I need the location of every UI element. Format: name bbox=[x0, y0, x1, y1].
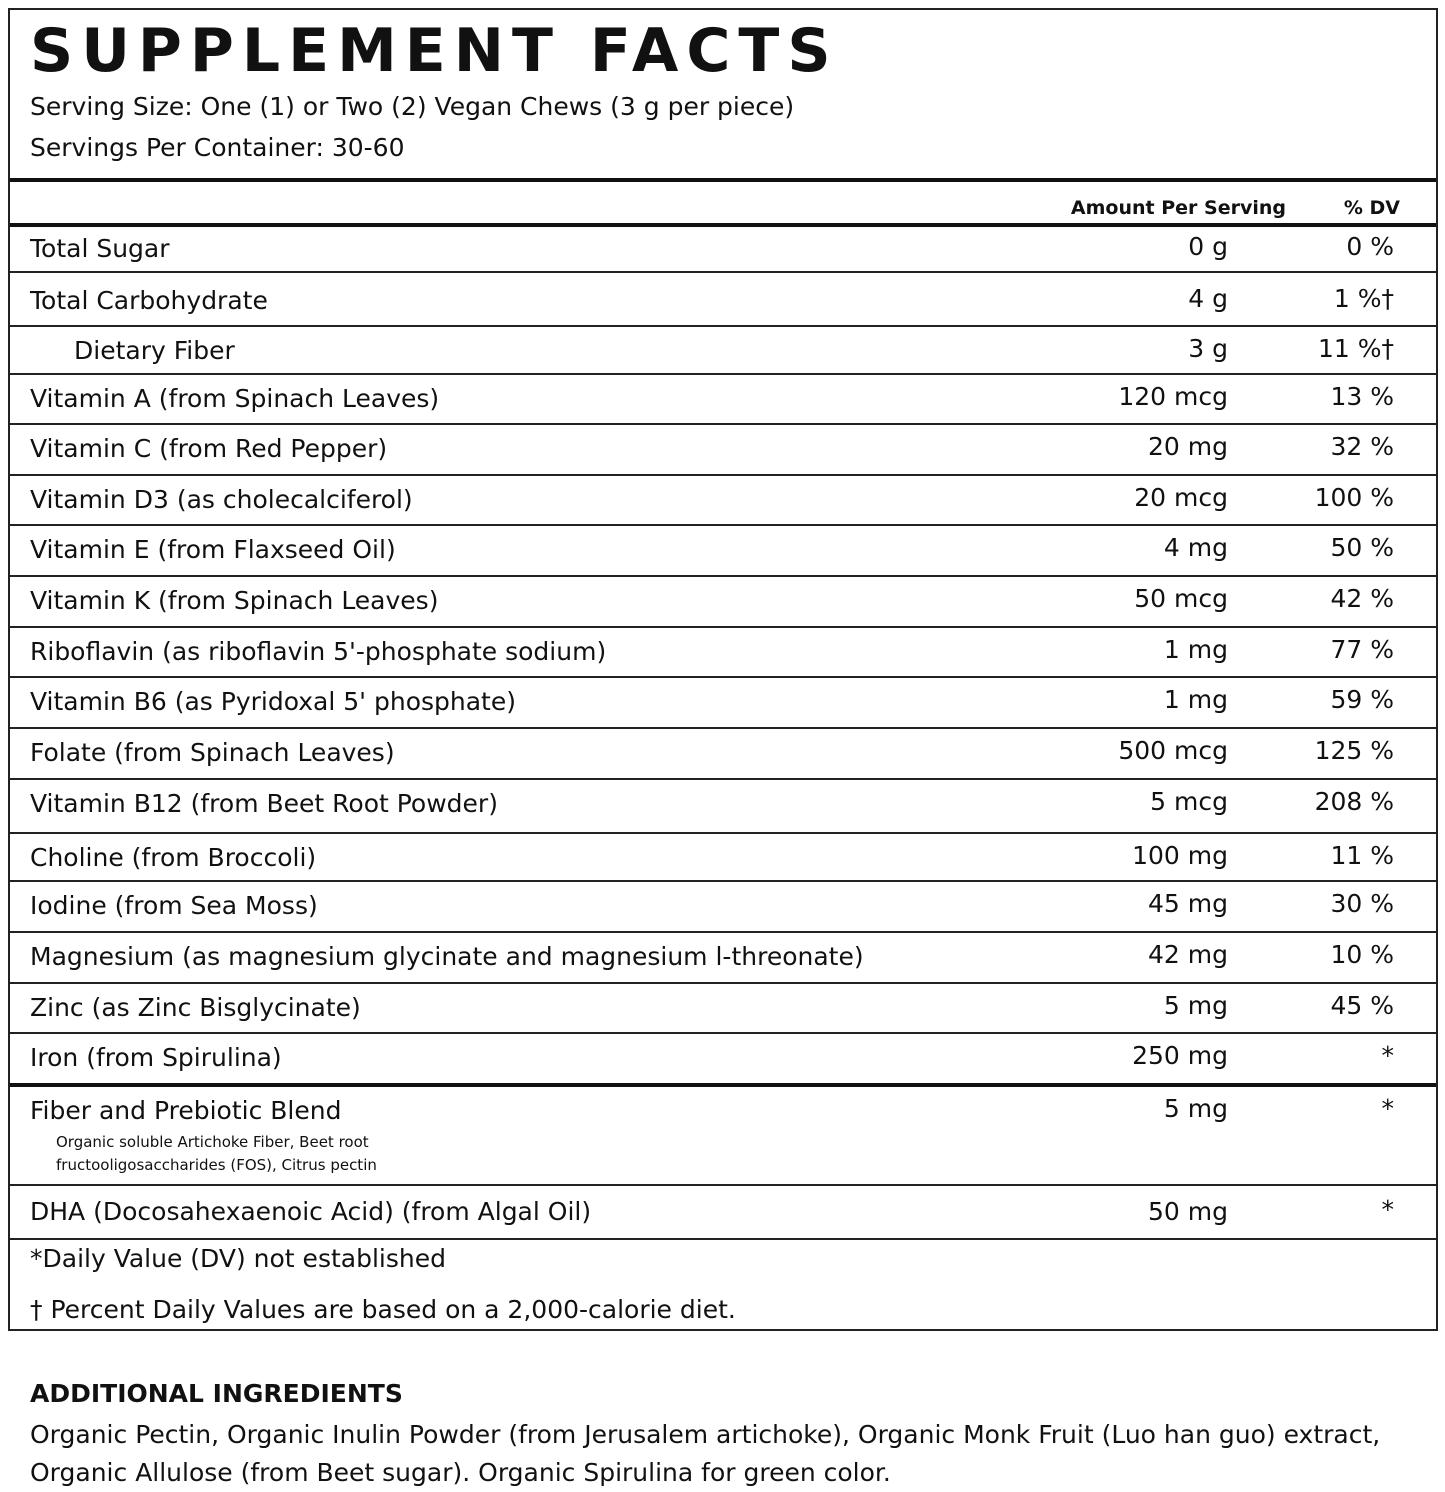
nutrient-name: Iron (from Spirulina) bbox=[30, 1043, 282, 1072]
servings-per-container: Servings Per Container: 30-60 bbox=[30, 133, 405, 162]
additional-ingredients-title: ADDITIONAL INGREDIENTS bbox=[30, 1379, 403, 1408]
nutrient-name: Riboflavin (as riboflavin 5'-phosphate sodium) bbox=[30, 637, 607, 666]
nutrient-amount: 3 g bbox=[1188, 334, 1228, 363]
nutrient-amount: 5 mcg bbox=[1150, 787, 1228, 816]
table-row bbox=[10, 780, 1436, 834]
nutrient-name: Vitamin B6 (as Pyridoxal 5' phosphate) bbox=[30, 687, 516, 716]
table-row bbox=[10, 628, 1436, 678]
nutrient-dv: 11 % bbox=[1330, 841, 1394, 870]
nutrient-name: Zinc (as Zinc Bisglycinate) bbox=[30, 993, 361, 1022]
nutrient-name: Iodine (from Sea Moss) bbox=[30, 891, 318, 920]
nutrient-dv: 100 % bbox=[1314, 483, 1394, 512]
nutrient-dv: 125 % bbox=[1314, 736, 1394, 765]
nutrient-table bbox=[10, 227, 1436, 1240]
nutrient-amount: 250 mg bbox=[1132, 1041, 1228, 1070]
nutrient-name: Total Sugar bbox=[30, 234, 170, 263]
table-row bbox=[10, 227, 1436, 273]
nutrient-dv: 32 % bbox=[1330, 432, 1394, 461]
nutrient-dv: * bbox=[1381, 1041, 1394, 1070]
table-row bbox=[10, 375, 1436, 425]
nutrient-dv: 42 % bbox=[1330, 584, 1394, 613]
table-row bbox=[10, 577, 1436, 628]
nutrient-amount: 20 mg bbox=[1148, 432, 1228, 461]
nutrient-name: Choline (from Broccoli) bbox=[30, 843, 317, 872]
additional-ingredients-text: Organic Pectin, Organic Inulin Powder (from Jerusalem artichoke), Organic Monk Fruit (Luo han guo) extract, Organic Allulose (from Beet sugar). Organic Spirulina for green color. bbox=[30, 1420, 1381, 1487]
nutrient-name: Vitamin B12 (from Beet Root Powder) bbox=[30, 789, 498, 818]
table-row bbox=[10, 882, 1436, 933]
nutrient-name: DHA (Docosahexaenoic Acid) (from Algal Oil) bbox=[30, 1197, 592, 1226]
nutrient-name: Folate (from Spinach Leaves) bbox=[30, 738, 395, 767]
nutrient-amount: 45 mg bbox=[1148, 889, 1228, 918]
nutrient-amount: 50 mcg bbox=[1134, 584, 1228, 613]
nutrient-name: Magnesium (as magnesium glycinate and magnesium l-threonate) bbox=[30, 942, 864, 971]
nutrient-amount: 4 mg bbox=[1163, 533, 1228, 562]
nutrient-name: Vitamin K (from Spinach Leaves) bbox=[30, 586, 439, 615]
supplement-facts-panel bbox=[8, 8, 1438, 1331]
nutrient-amount: 1 mg bbox=[1163, 685, 1228, 714]
nutrient-amount: 4 g bbox=[1188, 284, 1228, 313]
nutrient-dv: 208 % bbox=[1314, 787, 1394, 816]
nutrient-dv: 45 % bbox=[1330, 991, 1394, 1020]
table-row bbox=[10, 425, 1436, 476]
table-row bbox=[10, 933, 1436, 984]
nutrient-amount: 0 g bbox=[1188, 232, 1228, 261]
table-row bbox=[10, 1186, 1436, 1240]
footnote-dv-not-established: *Daily Value (DV) not established bbox=[30, 1244, 446, 1273]
table-row bbox=[10, 476, 1436, 526]
table-row-blend bbox=[10, 1087, 1436, 1186]
nutrient-dv: 13 % bbox=[1330, 382, 1394, 411]
table-row bbox=[10, 729, 1436, 780]
nutrient-dv: 1 %† bbox=[1333, 284, 1394, 313]
nutrient-name: Vitamin C (from Red Pepper) bbox=[30, 434, 388, 463]
blend-ingredients-line: fructooligosaccharides (FOS), Citrus pectin bbox=[56, 1156, 377, 1174]
nutrient-dv: * bbox=[1381, 1195, 1394, 1224]
nutrient-amount: 500 mcg bbox=[1118, 736, 1228, 765]
nutrient-amount: 50 mg bbox=[1148, 1197, 1228, 1226]
blend-dv: * bbox=[1381, 1094, 1394, 1123]
label-title: SUPPLEMENT FACTS bbox=[30, 16, 839, 86]
nutrient-name: Vitamin E (from Flaxseed Oil) bbox=[30, 535, 396, 564]
nutrient-amount: 5 mg bbox=[1163, 991, 1228, 1020]
table-row bbox=[10, 327, 1436, 375]
table-row bbox=[10, 1034, 1436, 1087]
table-row bbox=[10, 526, 1436, 577]
nutrient-name: Total Carbohydrate bbox=[30, 286, 268, 315]
column-header-amount: Amount Per Serving bbox=[1070, 197, 1286, 219]
table-row bbox=[10, 834, 1436, 882]
nutrient-name: Vitamin A (from Spinach Leaves) bbox=[30, 384, 440, 413]
nutrient-amount: 120 mcg bbox=[1118, 382, 1228, 411]
table-row bbox=[10, 678, 1436, 729]
nutrient-dv: 30 % bbox=[1330, 889, 1394, 918]
nutrient-dv: 10 % bbox=[1330, 940, 1394, 969]
nutrient-amount: 42 mg bbox=[1148, 940, 1228, 969]
nutrient-amount: 20 mcg bbox=[1134, 483, 1228, 512]
nutrient-amount: 1 mg bbox=[1163, 635, 1228, 664]
blend-amount: 5 mg bbox=[1163, 1094, 1228, 1123]
table-row bbox=[10, 984, 1436, 1034]
blend-name: Fiber and Prebiotic Blend bbox=[30, 1096, 342, 1125]
nutrient-dv: 11 %† bbox=[1317, 334, 1394, 363]
column-header-dv: % DV bbox=[1343, 197, 1400, 219]
nutrient-dv: 50 % bbox=[1330, 533, 1394, 562]
serving-size: Serving Size: One (1) or Two (2) Vegan Chews (3 g per piece) bbox=[30, 92, 795, 121]
blend-ingredients-line: Organic soluble Artichoke Fiber, Beet root bbox=[56, 1133, 369, 1151]
nutrient-dv: 77 % bbox=[1330, 635, 1394, 664]
nutrient-dv: 59 % bbox=[1330, 685, 1394, 714]
footnote-percent-daily-values: † Percent Daily Values are based on a 2,000-calorie diet. bbox=[30, 1295, 736, 1324]
nutrient-amount: 100 mg bbox=[1132, 841, 1228, 870]
nutrient-name: Dietary Fiber bbox=[74, 336, 235, 365]
table-row bbox=[10, 273, 1436, 327]
nutrient-name: Vitamin D3 (as cholecalciferol) bbox=[30, 485, 413, 514]
nutrient-dv: 0 % bbox=[1346, 232, 1394, 261]
divider-thick bbox=[10, 178, 1436, 182]
